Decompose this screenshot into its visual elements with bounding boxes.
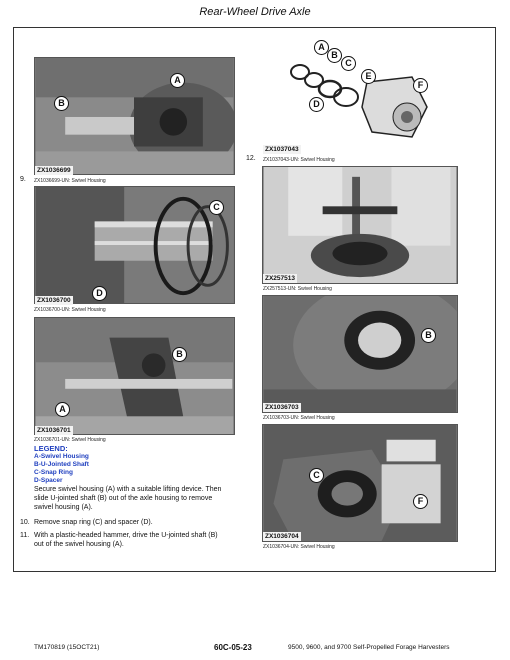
- figure-photo-zx1036701: [34, 317, 235, 435]
- callout-c: C: [309, 468, 324, 483]
- page-header-title: Rear-Wheel Drive Axle: [199, 6, 311, 18]
- figure-caption: ZX1036704-UN: Swivel Housing: [263, 544, 335, 550]
- callout-c: C: [341, 56, 356, 71]
- figure-id: ZX1036700: [37, 297, 71, 304]
- callout-c: C: [209, 200, 224, 215]
- figure-photo-zx1036704: [262, 424, 458, 542]
- figure-caption: ZX1037043-UN: Swivel Housing: [263, 157, 335, 163]
- legend-item: B-U-Jointed Shaft: [34, 461, 89, 468]
- callout-a: A: [170, 73, 185, 88]
- figure-photo-zx257513: [262, 166, 458, 284]
- figure-id: ZX1036699: [37, 167, 71, 174]
- instruction-line: slide U-jointed shaft (B) out of the axle housing to remove: [34, 495, 213, 502]
- legend-title: LEGEND:: [34, 444, 68, 453]
- figure-caption: ZX1036700-UN: Swivel Housing: [34, 307, 106, 313]
- callout-b: B: [327, 48, 342, 63]
- callout-e: E: [361, 69, 376, 84]
- step-text: With a plastic-headed hammer, drive the U-jointed shaft (B): [34, 532, 218, 539]
- callout-f: F: [413, 494, 428, 509]
- instruction-line: swivel housing (A).: [34, 504, 93, 511]
- callout-a: A: [314, 40, 329, 55]
- exploded-view-illustration: [262, 37, 462, 145]
- figure-caption: ZX257513-UN: Swivel Housing: [263, 286, 332, 292]
- step-number: 9.: [20, 176, 26, 183]
- figure-photo-zx1036699: [34, 57, 235, 175]
- step-number: 11.: [20, 532, 30, 539]
- step-number: 12.: [246, 155, 256, 162]
- figure-illustration: [263, 296, 457, 412]
- figure-id: ZX1036701: [37, 427, 71, 434]
- figure-illustration: [35, 187, 234, 303]
- footer-manual-title: 9500, 9600, and 9700 Self-Propelled Forage Harvesters: [288, 644, 450, 651]
- callout-d: D: [92, 286, 107, 301]
- figure-photo-zx1036700: [34, 186, 235, 304]
- callout-f: F: [413, 78, 428, 93]
- callout-a: A: [55, 402, 70, 417]
- figure-photo-zx1036703: [262, 295, 458, 413]
- figure-id: ZX1036704: [265, 533, 299, 540]
- footer-doc-id: TM170819 (15OCT21): [34, 644, 100, 651]
- figure-caption: ZX1036699-UN: Swivel Housing: [34, 178, 106, 184]
- step-text: Remove snap ring (C) and spacer (D).: [34, 519, 153, 526]
- figure-diagram-zx1037043: [262, 37, 462, 145]
- callout-d: D: [309, 97, 324, 112]
- step-number: 10.: [20, 519, 30, 526]
- footer-page-number: 60C-05-23: [214, 643, 252, 652]
- figure-illustration: [263, 425, 457, 541]
- figure-id: ZX257513: [265, 275, 295, 282]
- figure-caption: ZX1036701-UN: Swivel Housing: [34, 437, 106, 443]
- figure-illustration: [263, 167, 457, 283]
- figure-illustration: [35, 58, 234, 174]
- legend-item: C-Snap Ring: [34, 469, 73, 476]
- figure-id: ZX1037043: [265, 146, 299, 153]
- step-text: out of the swivel housing (A).: [34, 541, 124, 548]
- figure-id: ZX1036703: [265, 404, 299, 411]
- legend-item: D-Spacer: [34, 477, 63, 484]
- callout-b: B: [54, 96, 69, 111]
- legend-item: A-Swivel Housing: [34, 453, 89, 460]
- callout-b: B: [172, 347, 187, 362]
- figure-caption: ZX1036703-UN: Swivel Housing: [263, 415, 335, 421]
- instruction-line: Secure swivel housing (A) with a suitable lifting device. Then: [34, 486, 222, 493]
- callout-b: B: [421, 328, 436, 343]
